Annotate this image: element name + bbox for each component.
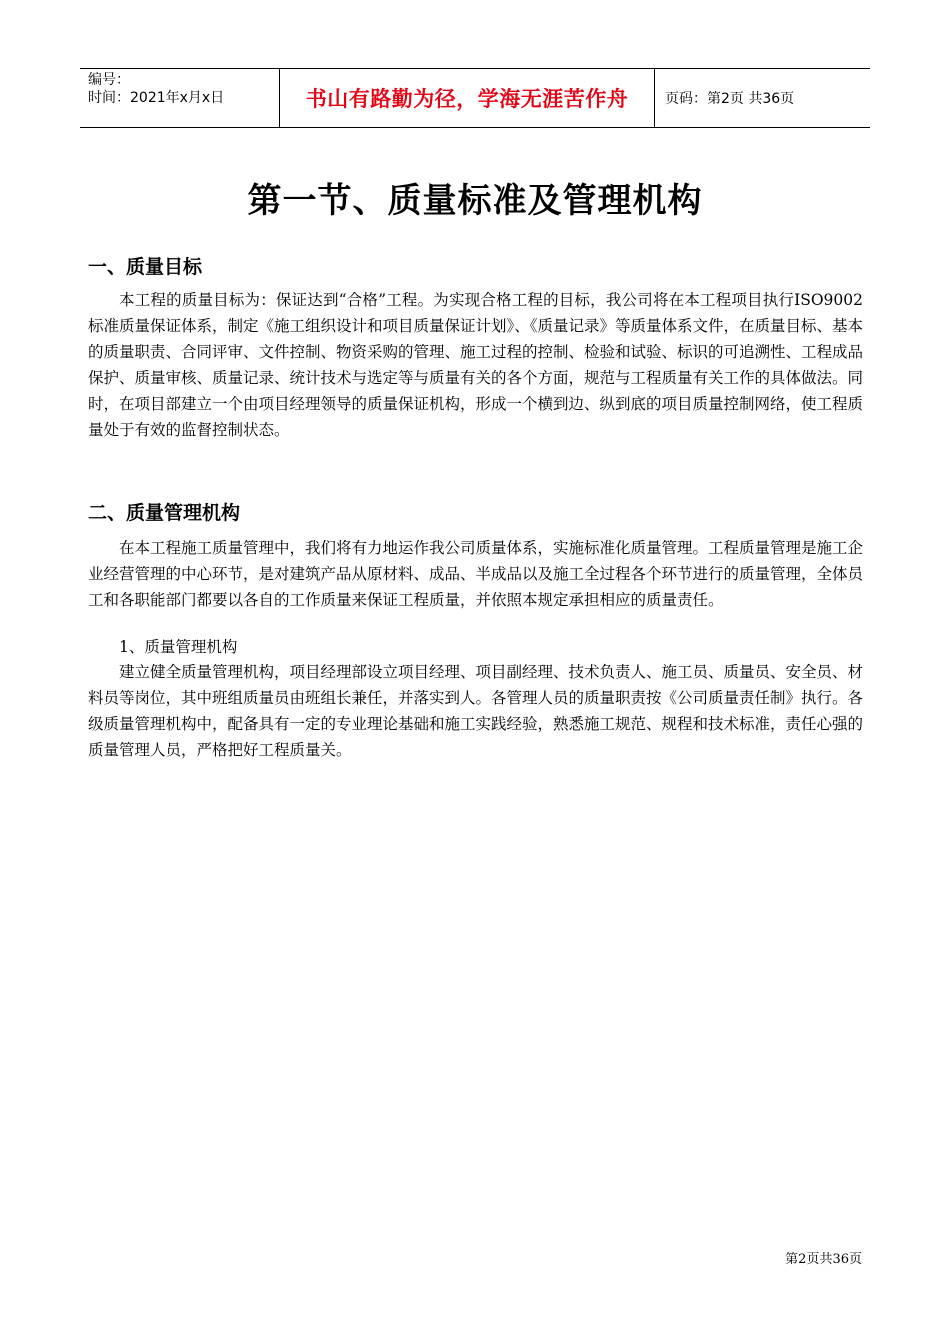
document-time-label: 时间：2021年x月x日	[88, 90, 225, 106]
section-paragraph-quality-organization: 在本工程施工质量管理中，我们将有力地运作我公司质量体系，实施标准化质量管理。工程质量管理是施工企业经营管理的中心环节，是对建筑产品从原材料、成品、半成品以及施工全过程各个环节进行的质量管理，全体员工和各职能部门都要以各自的工作质量来保证工程质量，并依照本规定承担相应的质量责任。	[88, 539, 864, 609]
header-page-info: 页码：第2页 共36页	[665, 91, 795, 107]
page-footer: 第2页共36页	[785, 1252, 862, 1267]
page-title: 第一节、质量标准及管理机构	[247, 181, 703, 221]
header-meta	[80, 69, 280, 127]
page-header	[80, 68, 870, 128]
subsection-paragraph: 建立健全质量管理机构，项目经理部设立项目经理、项目副经理、技术负责人、施工员、质量员、安全员、材料员等岗位，其中班组质量员由班组长兼任，并落实到人。各管理人员的质量职责按《公司质量责任制》执行。各级质量管理机构中，配备具有一定的专业理论基础和施工实践经验，熟悉施工规范、规程和技术标准，责任心强的质量管理人员，严格把好工程质量关。	[88, 663, 864, 759]
header-motto: 书山有路勤为径，学海无涯苦作舟	[280, 69, 655, 127]
subsection-heading: 1、质量管理机构	[119, 638, 238, 656]
section-paragraph-quality-goal: 本工程的质量目标为：保证达到“合格”工程。为实现合格工程的目标，我公司将在本工程项目执行ISO9002标准质量保证体系，制定《施工组织设计和项目质量保证计划》、《质量记录》等质量体系文件，在质量目标、基本的质量职责、合同评审、文件控制、物资采购的管理、施工过程的控制、检验和试验、标识的可追溯性、工程成品保护、质量审核、质量记录、统计技术与选定等与质量有关的各个方面，规范与工程质量有关工作的具体做法。同时，在项目部建立一个由项目经理领导的质量保证机构，形成一个横到边、纵到底的项目质量控制网络，使工程质量处于有效的监督控制状态。	[88, 291, 864, 439]
document-number-label: 编号：	[88, 72, 130, 88]
section-heading-quality-goal: 一、质量目标	[88, 256, 203, 278]
section-heading-quality-organization: 二、质量管理机构	[88, 502, 241, 524]
